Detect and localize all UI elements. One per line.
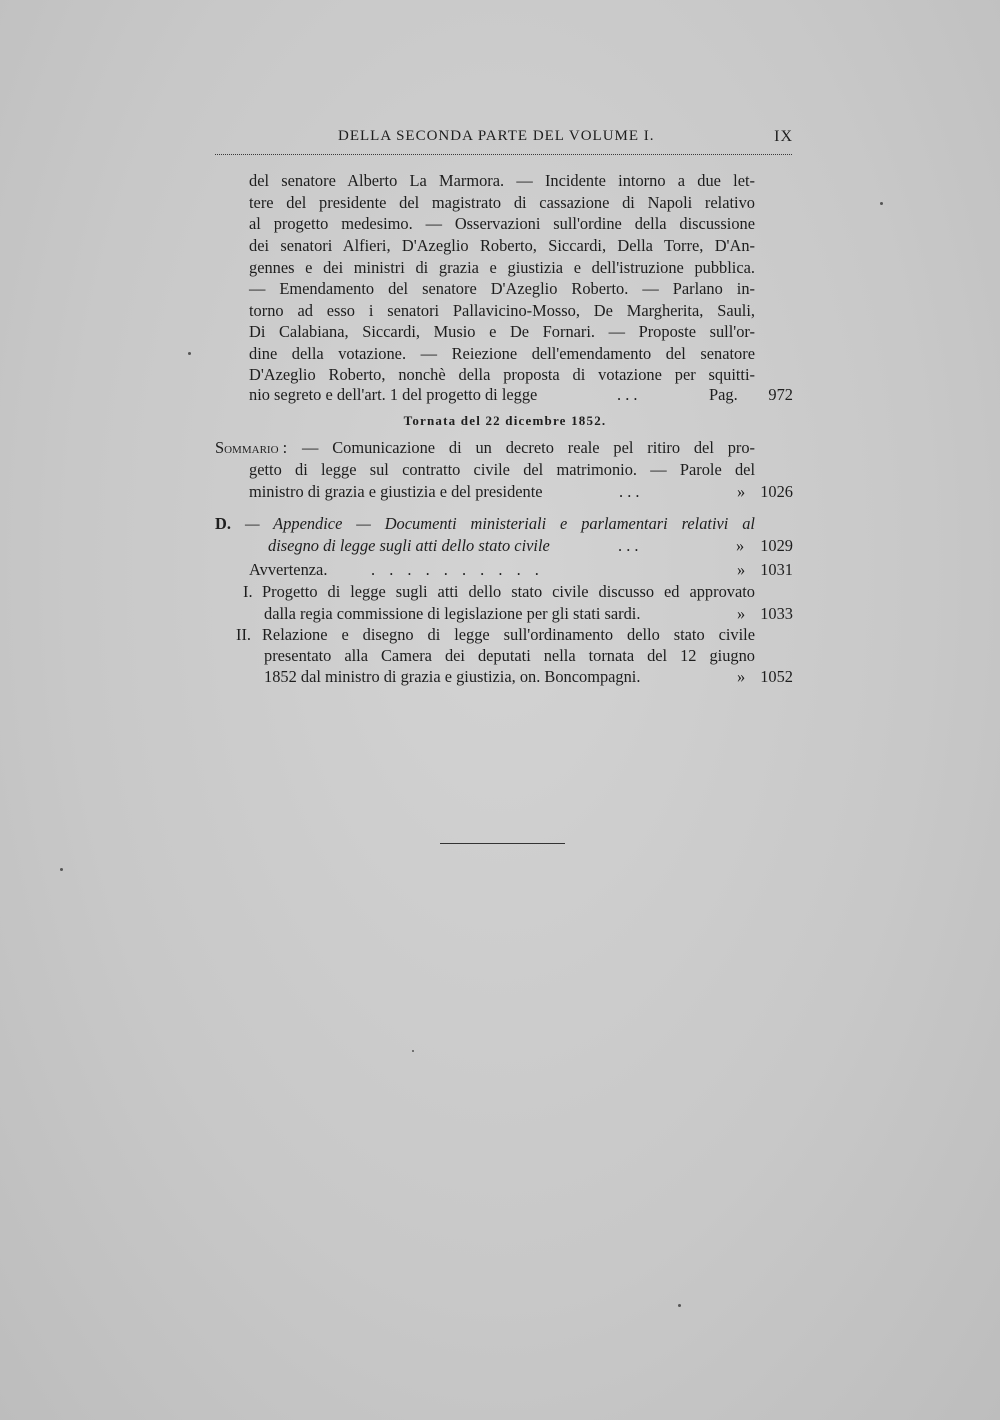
text-line: nio segreto e dell'art. 1 del progetto di legge bbox=[249, 385, 538, 404]
toc-entry-line bbox=[264, 604, 793, 624]
page-folio: IX bbox=[774, 128, 793, 145]
text-line: tere del presidente del magistrato di cassazione di Napoli relativo bbox=[249, 193, 755, 212]
paper-speck bbox=[188, 352, 191, 355]
text-line: presentato alla Camera dei deputati nella tornata del 12 giugno bbox=[264, 646, 755, 665]
paper-speck bbox=[60, 868, 63, 871]
text-line: Di Calabiana, Siccardi, Musio e De Fornari. — Proposte sull'or- bbox=[249, 322, 755, 341]
page-number: 1026 bbox=[760, 482, 793, 501]
ditto-mark: » bbox=[737, 667, 746, 686]
ditto-mark: » bbox=[736, 536, 745, 555]
text-line: dalla regia commissione di legislazione per gli stati sardi. bbox=[264, 604, 641, 623]
text-line: gennes e dei ministri di grazia e giustizia e dell'istruzione pubblica. bbox=[249, 258, 755, 277]
avvertenza-label: Avvertenza. bbox=[249, 560, 328, 579]
paper-speck bbox=[412, 1050, 414, 1052]
text-line: dei senatori Alfieri, D'Azeglio Roberto, Siccardi, Della Torre, D'An- bbox=[249, 236, 755, 255]
dot-leaders: . . . bbox=[617, 385, 638, 404]
running-head bbox=[215, 128, 795, 152]
sommario-label: Sommario : bbox=[215, 438, 288, 457]
dot-leaders: . . . bbox=[618, 536, 639, 555]
page-number: 972 bbox=[768, 385, 793, 404]
toc-entry-line bbox=[249, 385, 793, 405]
text-line: ministro di grazia e giustizia e del presidente bbox=[249, 482, 543, 501]
toc-entry-line bbox=[268, 536, 793, 556]
text-line: — Appendice — Documenti ministeriali e parlamentari relativi al bbox=[245, 514, 755, 533]
section-heading: Tornata del 22 dicembre 1852. bbox=[403, 413, 607, 428]
running-head-title: DELLA SECONDA PARTE DEL VOLUME I. bbox=[338, 128, 655, 144]
page-number: 1052 bbox=[760, 667, 793, 686]
paper-speck bbox=[678, 1304, 681, 1307]
item-numeral: II. bbox=[236, 625, 252, 644]
paper-speck bbox=[880, 202, 883, 205]
toc-entry-line bbox=[249, 560, 793, 580]
dot-leaders: . . . . . . . . . . bbox=[371, 560, 544, 579]
page-number: 1033 bbox=[760, 604, 793, 623]
text-line: D'Azeglio Roberto, nonchè della proposta di votazione per squitti- bbox=[249, 365, 755, 384]
text-line: disegno di legge sugli atti dello stato civile bbox=[268, 536, 550, 555]
text-line: — Emendamento del senatore D'Azeglio Roberto. — Parlano in- bbox=[249, 279, 755, 298]
text-line: del senatore Alberto La Marmora. — Incidente intorno a due let- bbox=[249, 171, 755, 190]
text-line: dine della votazione. — Reiezione dell'emendamento del senatore bbox=[249, 344, 755, 363]
toc-entry-line bbox=[264, 667, 793, 687]
toc-entry-line bbox=[249, 482, 793, 502]
item-numeral: I. bbox=[243, 582, 253, 601]
ditto-mark: » bbox=[737, 560, 746, 579]
page-number: 1029 bbox=[760, 536, 793, 555]
text-line: torno ad esso i senatori Pallavicino-Mosso, De Margherita, Sauli, bbox=[249, 301, 755, 320]
text-line: — Comunicazione di un decreto reale pel ritiro del pro- bbox=[302, 438, 755, 457]
text-line: getto di legge sul contratto civile del matrimonio. — Parole del bbox=[249, 460, 755, 479]
text-line: 1852 dal ministro di grazia e giustizia, on. Boncompagni. bbox=[264, 667, 641, 686]
page-number: 1031 bbox=[760, 560, 793, 579]
closing-rule bbox=[440, 843, 565, 844]
appendix-label: D. bbox=[215, 514, 231, 533]
dot-leaders: . . . bbox=[619, 482, 640, 501]
pag-label: Pag. bbox=[709, 385, 738, 404]
ditto-mark: » bbox=[737, 482, 746, 501]
text-line: Relazione e disegno di legge sull'ordinamento dello stato civile bbox=[262, 625, 755, 644]
text-line: Progetto di legge sugli atti dello stato civile discusso ed approvato bbox=[262, 582, 755, 601]
text-line: al progetto medesimo. — Osservazioni sull'ordine della discussione bbox=[249, 214, 755, 233]
ditto-mark: » bbox=[737, 604, 746, 623]
dotted-head-rule bbox=[215, 154, 792, 155]
